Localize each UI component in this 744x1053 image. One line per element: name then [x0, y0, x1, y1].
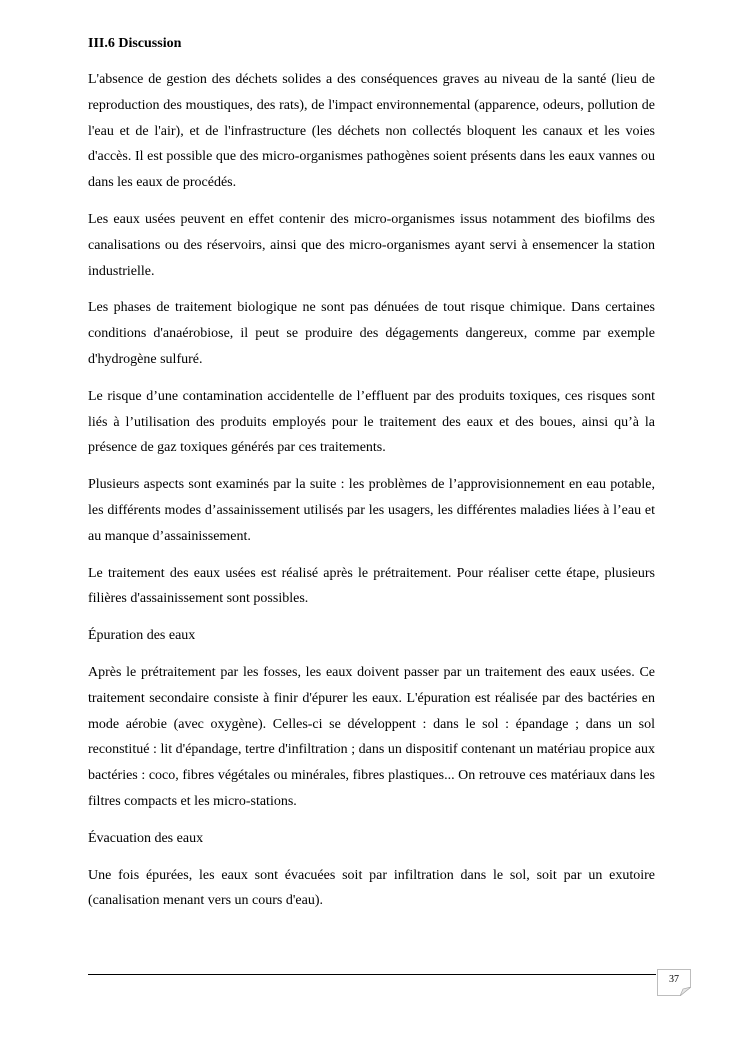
footer-rule: [88, 974, 656, 975]
paragraph-micro-organismes: Les eaux usées peuvent en effet contenir des micro-organismes issus notamment des biofilms des canalisations ou des réservoirs, ainsi que des micro-organismes ayant servi à ensemencer la station industrielle.: [88, 211, 655, 279]
paragraph-evacuation: Une fois épurées, les eaux sont évacuées soit par infiltration dans le sol, soit par un exutoire (canalisation menant vers un cours d'eau).: [88, 867, 655, 909]
page-curl-icon: [680, 987, 691, 996]
paragraph-dechets: L'absence de gestion des déchets solides a des conséquences graves au niveau de la santé (lieu de reproduction des moustiques, des rats), de l'impact environnemental (apparence, odeurs, pollution de l'eau et de l'air), et de l'infrastructure (les déchets non collectés bloquent les canaux et les voies d'accès. Il est possible que des micro-organismes pathogènes soient présents dans les eaux vannes ou dans les eaux de procédés.: [88, 72, 655, 191]
paragraph-risque-chimique: Les phases de traitement biologique ne sont pas dénuées de tout risque chimique. Dans certaines conditions d'anaérobiose, il peut se produire des dégagements dangereux, comme par exemple d'hydrogène sulfuré.: [88, 300, 655, 367]
section-heading: III.6 Discussion: [88, 36, 182, 51]
page-number: 37: [669, 974, 679, 985]
page-number-box: [657, 969, 691, 996]
subheading-evacuation: Évacuation des eaux: [88, 830, 204, 846]
paragraph-contamination: Le risque d’une contamination accidentelle de l’effluent par des produits toxiques, ces risques sont liés à l’utilisation des produits employés pour le traitement des eaux et des boues, ainsi qu’à la présence de gaz toxiques générés par ces traitements.: [88, 388, 655, 456]
paragraph-aspects: Plusieurs aspects sont examinés par la suite : les problèmes de l’approvisionnement en eau potable, les différents modes d’assainissement utilisés par les usagers, les différentes maladies liées à l’eau et au manque d’assainissement.: [88, 477, 655, 544]
subheading-epuration: Épuration des eaux: [88, 628, 196, 644]
paragraph-epuration: Après le prétraitement par les fosses, les eaux doivent passer par un traitement des eaux usées. Ce traitement secondaire consiste à finir d'épurer les eaux. L'épuration est réalisée par des bactéries en mode aérobie (avec oxygène). Celles-ci se développent : dans le sol : épandage ; dans un sol reconstitué : lit d'épandage, tertre d'infiltration ; dans un dispositif contenant un matériau propice aux bactéries : coco, fibres végétales ou minérales, fibres plastiques... On retrouve ces matériaux dans les filtres compacts et les micro-stations.: [88, 664, 655, 809]
page-content: [88, 34, 655, 925]
paragraph-traitement: Le traitement des eaux usées est réalisé après le prétraitement. Pour réaliser cette étape, plusieurs filières d'assainissement sont possibles.: [88, 565, 655, 607]
